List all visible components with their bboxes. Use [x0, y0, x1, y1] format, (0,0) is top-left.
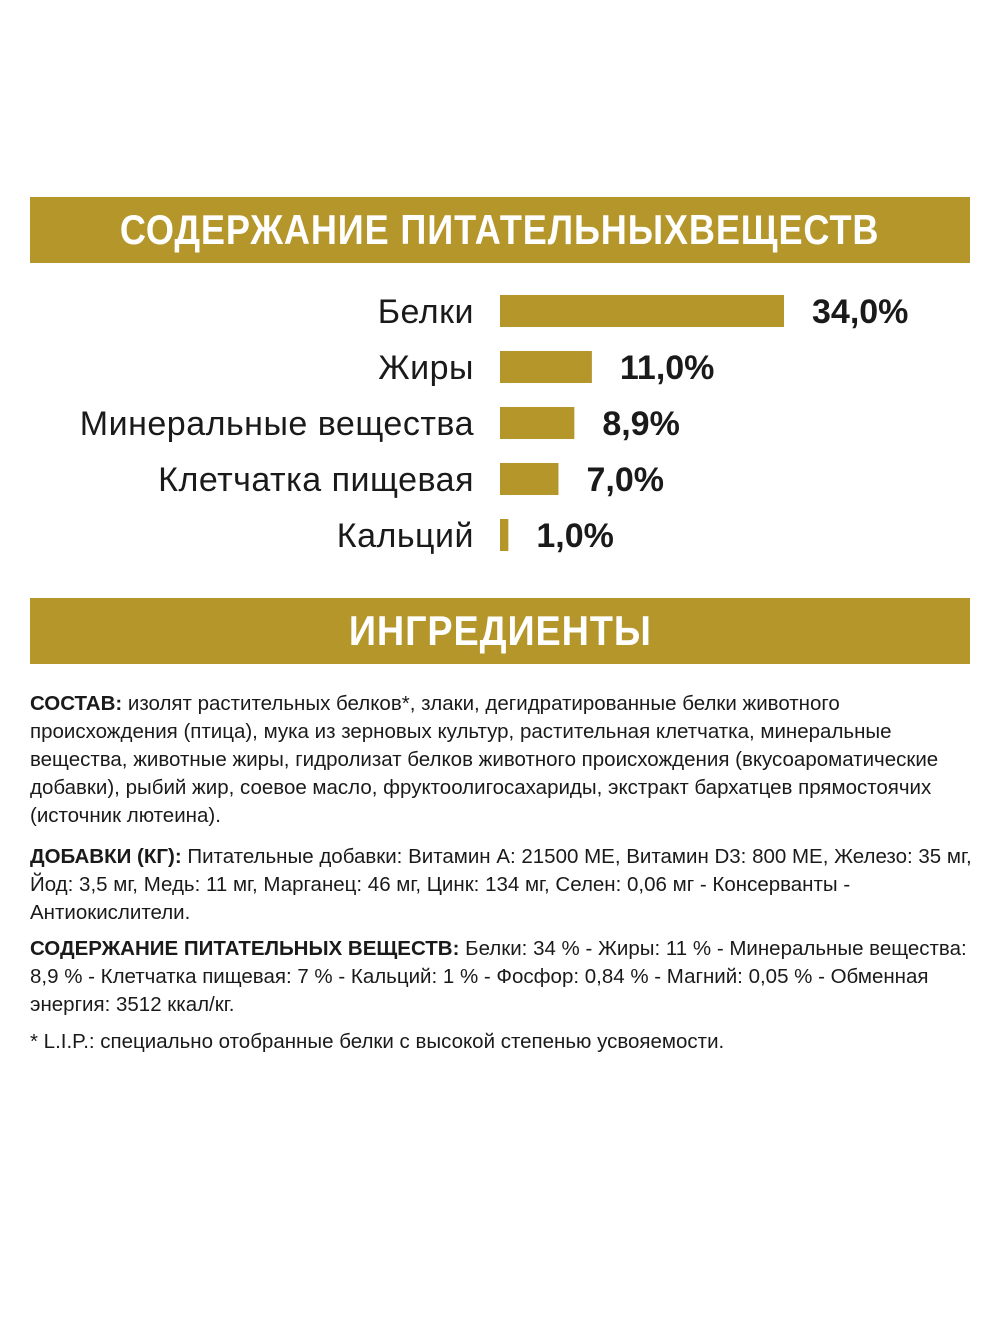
footnote [30, 1028, 975, 1056]
composition-text: изолят растительных белков*, злаки, дегидратированные белки животного происхождения (птица), мука из зерновых культур, растительная клетчатка, минеральные вещества, животные жиры, гидролизат белков животного происхождения (вкусоароматические добавки), рыбий жир, соевое масло, фруктоолигосахариды, экстракт бархатцев прямостоячих (источник лютеина). [30, 692, 939, 827]
category-label: Белки [377, 293, 474, 331]
bar-row-3 [500, 463, 558, 495]
category-label: Кальций [336, 517, 474, 555]
nutrients-title: СОДЕРЖАНИЕ ПИТАТЕЛЬНЫХВЕЩЕСТВ [120, 206, 880, 253]
value-label: 8,9% [602, 405, 680, 443]
nutrients-bar-chart [0, 280, 1000, 570]
value-label: 34,0% [812, 293, 909, 331]
value-label: 7,0% [586, 461, 664, 499]
nutrients-text: Белки: 34 % - Жиры: 11 % - Минеральные вещества: 8,9 % - Клетчатка пищевая: 7 % - Кальций: 1 % - Фосфор: 0,84 % - Магний: 0,05 % - Обменная энергия: 3512 ккал/кг. [30, 937, 967, 1016]
composition-paragraph [30, 690, 975, 830]
bar-row-1 [500, 351, 592, 383]
value-label: 1,0% [536, 517, 614, 555]
nutrients-banner [30, 197, 970, 263]
bar-row-2 [500, 407, 574, 439]
value-label: 11,0% [619, 349, 715, 387]
ingredients-banner [30, 598, 970, 664]
additives-label: ДОБАВКИ (КГ): [30, 845, 182, 868]
bar-row-0 [500, 295, 784, 327]
ingredients-title: ИНГРЕДИЕНТЫ [348, 607, 652, 654]
category-label: Минеральные вещества [79, 405, 474, 443]
bar-row-4 [500, 519, 508, 551]
composition-label: СОСТАВ: [30, 692, 123, 715]
footnote-text: * L.I.P.: специально отобранные белки с высокой степенью усвояемости. [30, 1030, 725, 1053]
nutrients-label: СОДЕРЖАНИЕ ПИТАТЕЛЬНЫХ ВЕЩЕСТВ: [30, 937, 460, 960]
category-label: Жиры [378, 349, 474, 387]
nutrients-paragraph [30, 935, 975, 1019]
category-label: Клетчатка пищевая [158, 461, 474, 499]
additives-paragraph [30, 843, 975, 927]
additives-text: Питательные добавки: Витамин А: 21500 МЕ, Витамин D3: 800 МЕ, Железо: 35 мг, Йод: 3,5 мг, Медь: 11 мг, Марганец: 46 мг, Цинк: 134 мг, Селен: 0,06 мг - Консерванты - Антиокислители. [30, 845, 972, 924]
